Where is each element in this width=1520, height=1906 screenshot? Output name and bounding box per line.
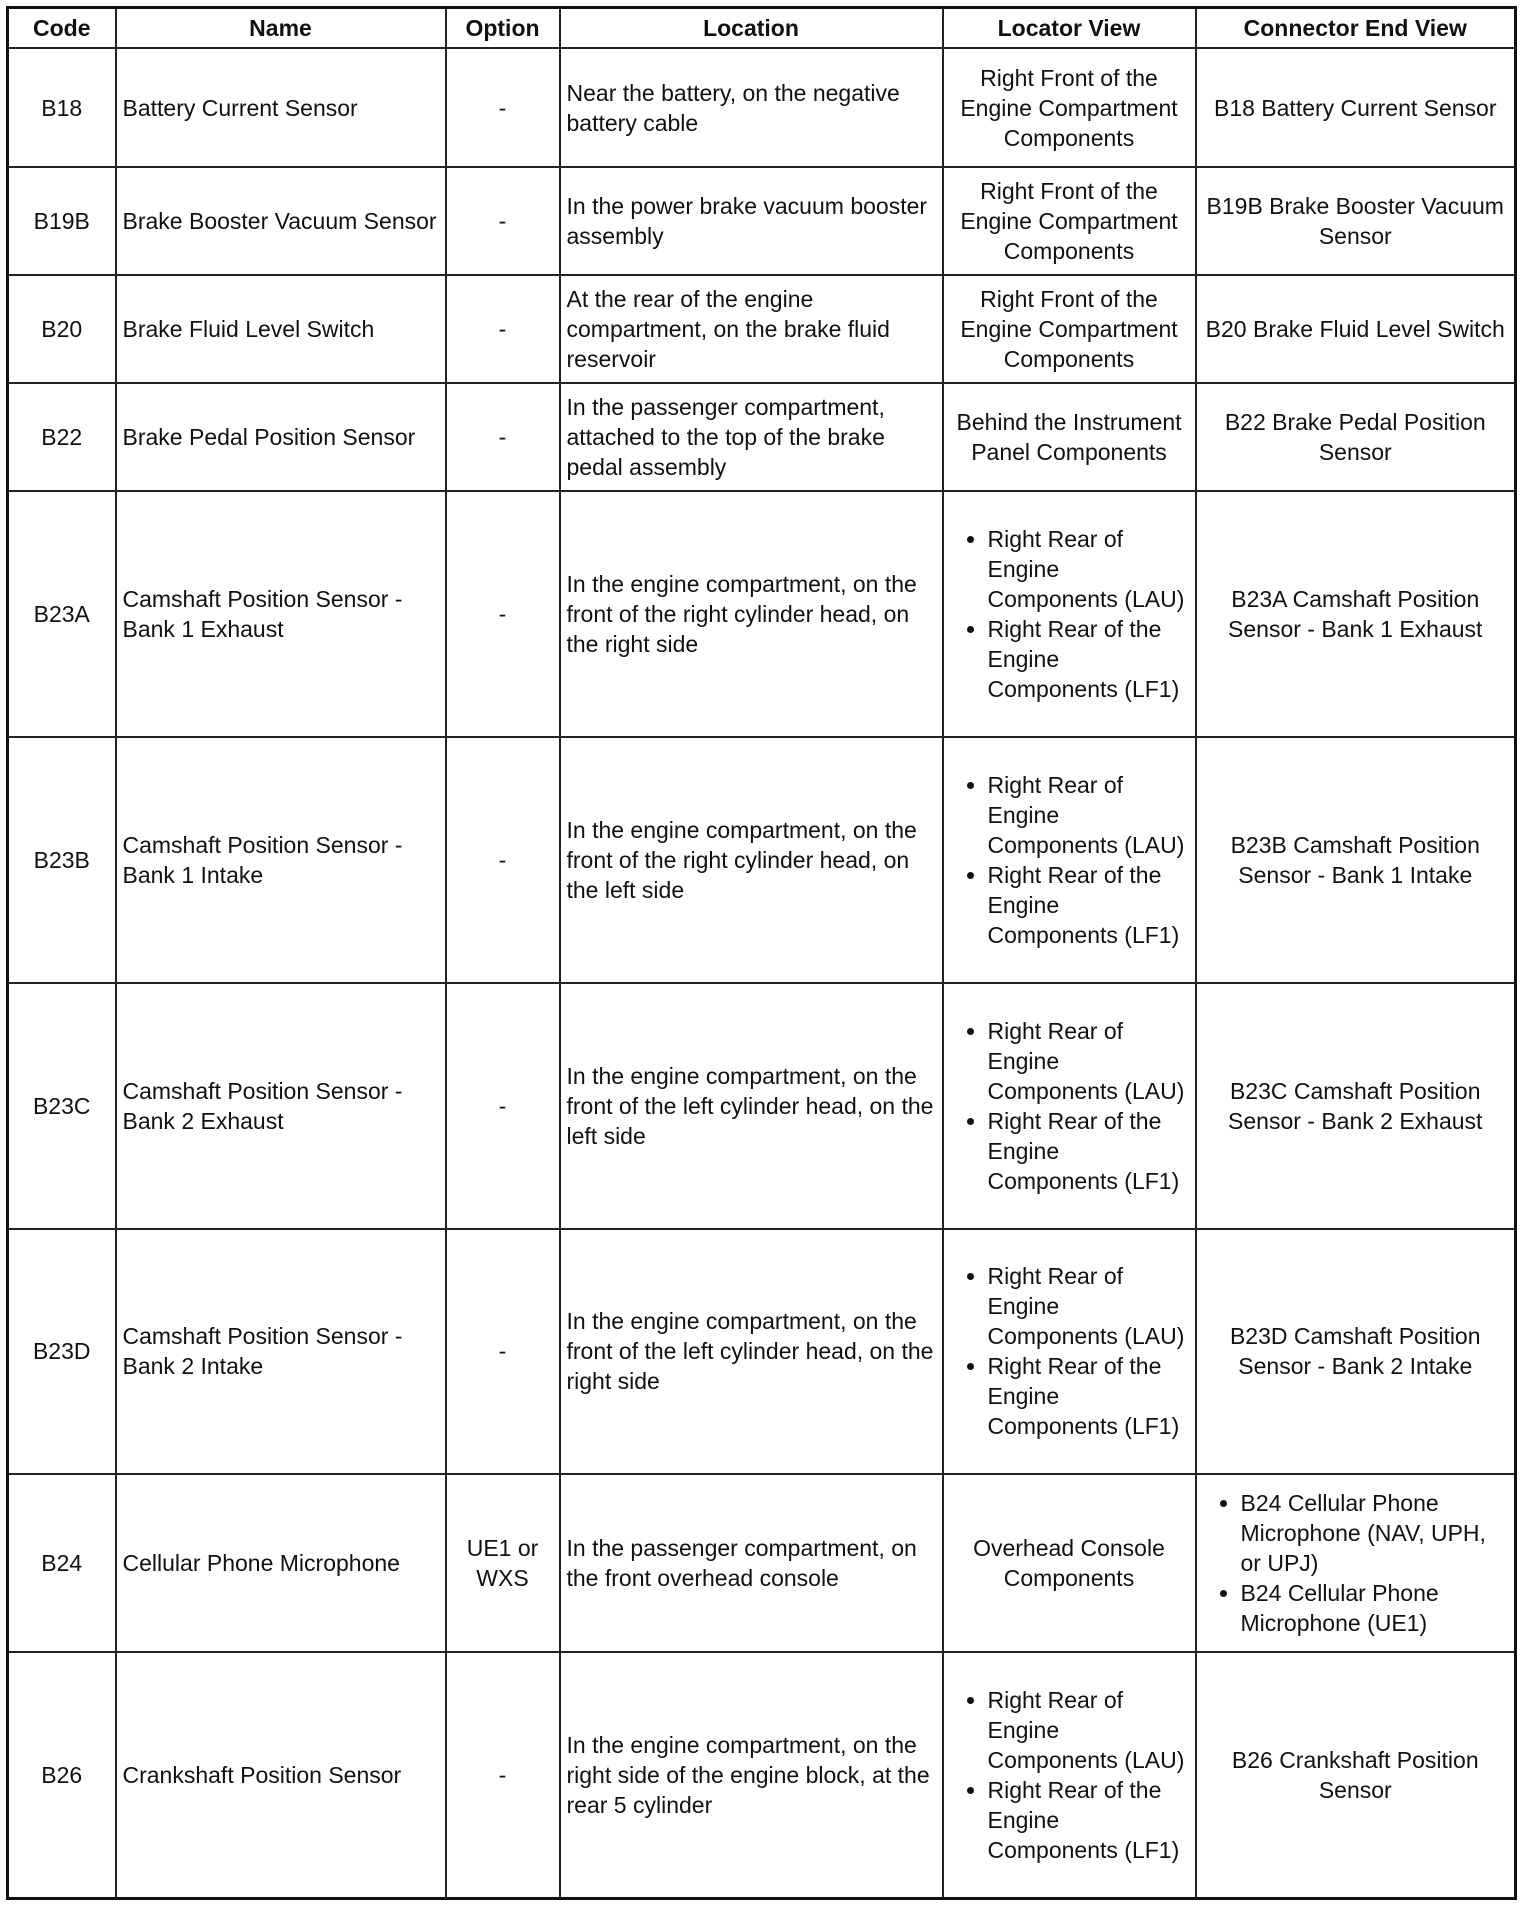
bullet-item: • Right Rear of Engine Components (LAU): [988, 524, 1189, 614]
cell-connector-end-view: B23A Camshaft Position Sensor - Bank 1 Exhaust: [1196, 491, 1516, 737]
header-locator-view: Locator View: [943, 8, 1196, 49]
cell-locator-view-list: [950, 1261, 1189, 1441]
cell-name: Camshaft Position Sensor - Bank 1 Exhaust: [116, 491, 446, 737]
header-name: Name: [116, 8, 446, 49]
cell-code: B23A: [8, 491, 116, 737]
cell-code: B23B: [8, 737, 116, 983]
bullet-item: • Right Rear of the Engine Components (LF1): [988, 860, 1189, 950]
cell-location: In the power brake vacuum booster assembly: [560, 167, 943, 275]
component-locator-table: [6, 6, 1517, 1900]
cell-location: In the engine compartment, on the front of the right cylinder head, on the right side: [560, 491, 943, 737]
bullet-item: • B24 Cellular Phone Microphone (UE1): [1241, 1578, 1509, 1638]
cell-connector-end-view: B23D Camshaft Position Sensor - Bank 2 Intake: [1196, 1229, 1516, 1475]
bullet-item: • Right Rear of Engine Components (LAU): [988, 770, 1189, 860]
cell-option: -: [446, 983, 560, 1229]
header-code: Code: [8, 8, 116, 49]
cell-location: In the passenger compartment, attached to the top of the brake pedal assembly: [560, 383, 943, 491]
table-row: [8, 737, 1516, 983]
cell-connector-end-view: B23B Camshaft Position Sensor - Bank 1 Intake: [1196, 737, 1516, 983]
cell-name: Cellular Phone Microphone: [116, 1474, 446, 1652]
cell-code: B18: [8, 48, 116, 167]
cell-connector-end-view-list: [1203, 1488, 1509, 1638]
cell-locator-view: Right Front of the Engine Compartment Components: [943, 275, 1196, 383]
table-row: [8, 48, 1516, 167]
header-connector-end-view: Connector End View: [1196, 8, 1516, 49]
cell-connector-end-view: [1196, 1474, 1516, 1652]
table-row: [8, 167, 1516, 275]
cell-locator-view: Behind the Instrument Panel Components: [943, 383, 1196, 491]
table-row: [8, 491, 1516, 737]
cell-location: In the engine compartment, on the front of the right cylinder head, on the left side: [560, 737, 943, 983]
cell-option: -: [446, 48, 560, 167]
cell-option: -: [446, 491, 560, 737]
cell-code: B19B: [8, 167, 116, 275]
cell-locator-view: [943, 491, 1196, 737]
cell-location: Near the battery, on the negative battery cable: [560, 48, 943, 167]
cell-connector-end-view: B23C Camshaft Position Sensor - Bank 2 Exhaust: [1196, 983, 1516, 1229]
cell-name: Camshaft Position Sensor - Bank 2 Intake: [116, 1229, 446, 1475]
header-option: Option: [446, 8, 560, 49]
cell-location: In the engine compartment, on the front of the left cylinder head, on the left side: [560, 983, 943, 1229]
cell-connector-end-view: B22 Brake Pedal Position Sensor: [1196, 383, 1516, 491]
bullet-item: • Right Rear of Engine Components (LAU): [988, 1685, 1189, 1775]
cell-option: -: [446, 1229, 560, 1475]
cell-locator-view-list: [950, 524, 1189, 704]
cell-option: -: [446, 275, 560, 383]
table-row: [8, 1229, 1516, 1475]
cell-name: Crankshaft Position Sensor: [116, 1652, 446, 1898]
cell-connector-end-view: B18 Battery Current Sensor: [1196, 48, 1516, 167]
bullet-item: • Right Rear of Engine Components (LAU): [988, 1016, 1189, 1106]
table-row: [8, 1474, 1516, 1652]
bullet-item: • B24 Cellular Phone Microphone (NAV, UPH, or UPJ): [1241, 1488, 1509, 1578]
cell-name: Battery Current Sensor: [116, 48, 446, 167]
cell-location: In the engine compartment, on the front of the left cylinder head, on the right side: [560, 1229, 943, 1475]
bullet-item: • Right Rear of the Engine Components (LF1): [988, 1351, 1189, 1441]
cell-connector-end-view: B20 Brake Fluid Level Switch: [1196, 275, 1516, 383]
cell-location: At the rear of the engine compartment, on the brake fluid reservoir: [560, 275, 943, 383]
bullet-item: • Right Rear of the Engine Components (LF1): [988, 614, 1189, 704]
cell-option: -: [446, 1652, 560, 1898]
cell-name: Brake Fluid Level Switch: [116, 275, 446, 383]
bullet-item: • Right Rear of Engine Components (LAU): [988, 1261, 1189, 1351]
cell-code: B23D: [8, 1229, 116, 1475]
bullet-item: • Right Rear of the Engine Components (LF1): [988, 1775, 1189, 1865]
header-location: Location: [560, 8, 943, 49]
cell-code: B20: [8, 275, 116, 383]
cell-code: B23C: [8, 983, 116, 1229]
cell-code: B24: [8, 1474, 116, 1652]
cell-locator-view-list: [950, 1016, 1189, 1196]
table-row: [8, 1652, 1516, 1898]
cell-connector-end-view: B26 Crankshaft Position Sensor: [1196, 1652, 1516, 1898]
cell-connector-end-view: B19B Brake Booster Vacuum Sensor: [1196, 167, 1516, 275]
cell-location: In the engine compartment, on the right side of the engine block, at the rear 5 cylinder: [560, 1652, 943, 1898]
table-row: [8, 275, 1516, 383]
header-row: [8, 8, 1516, 49]
bullet-item: • Right Rear of the Engine Components (LF1): [988, 1106, 1189, 1196]
cell-locator-view-list: [950, 1685, 1189, 1865]
cell-name: Camshaft Position Sensor - Bank 2 Exhaust: [116, 983, 446, 1229]
table-row: [8, 383, 1516, 491]
cell-locator-view: [943, 983, 1196, 1229]
cell-code: B26: [8, 1652, 116, 1898]
cell-locator-view: Right Front of the Engine Compartment Components: [943, 48, 1196, 167]
cell-name: Camshaft Position Sensor - Bank 1 Intake: [116, 737, 446, 983]
cell-locator-view: [943, 1652, 1196, 1898]
cell-option: UE1 or WXS: [446, 1474, 560, 1652]
cell-option: -: [446, 737, 560, 983]
cell-locator-view: [943, 1229, 1196, 1475]
cell-name: Brake Booster Vacuum Sensor: [116, 167, 446, 275]
cell-locator-view: Right Front of the Engine Compartment Components: [943, 167, 1196, 275]
cell-locator-view-list: [950, 770, 1189, 950]
cell-option: -: [446, 167, 560, 275]
cell-locator-view: [943, 737, 1196, 983]
cell-option: -: [446, 383, 560, 491]
cell-name: Brake Pedal Position Sensor: [116, 383, 446, 491]
cell-location: In the passenger compartment, on the front overhead console: [560, 1474, 943, 1652]
cell-code: B22: [8, 383, 116, 491]
cell-locator-view: Overhead Console Components: [943, 1474, 1196, 1652]
table-body: [8, 48, 1516, 1899]
table-row: [8, 983, 1516, 1229]
